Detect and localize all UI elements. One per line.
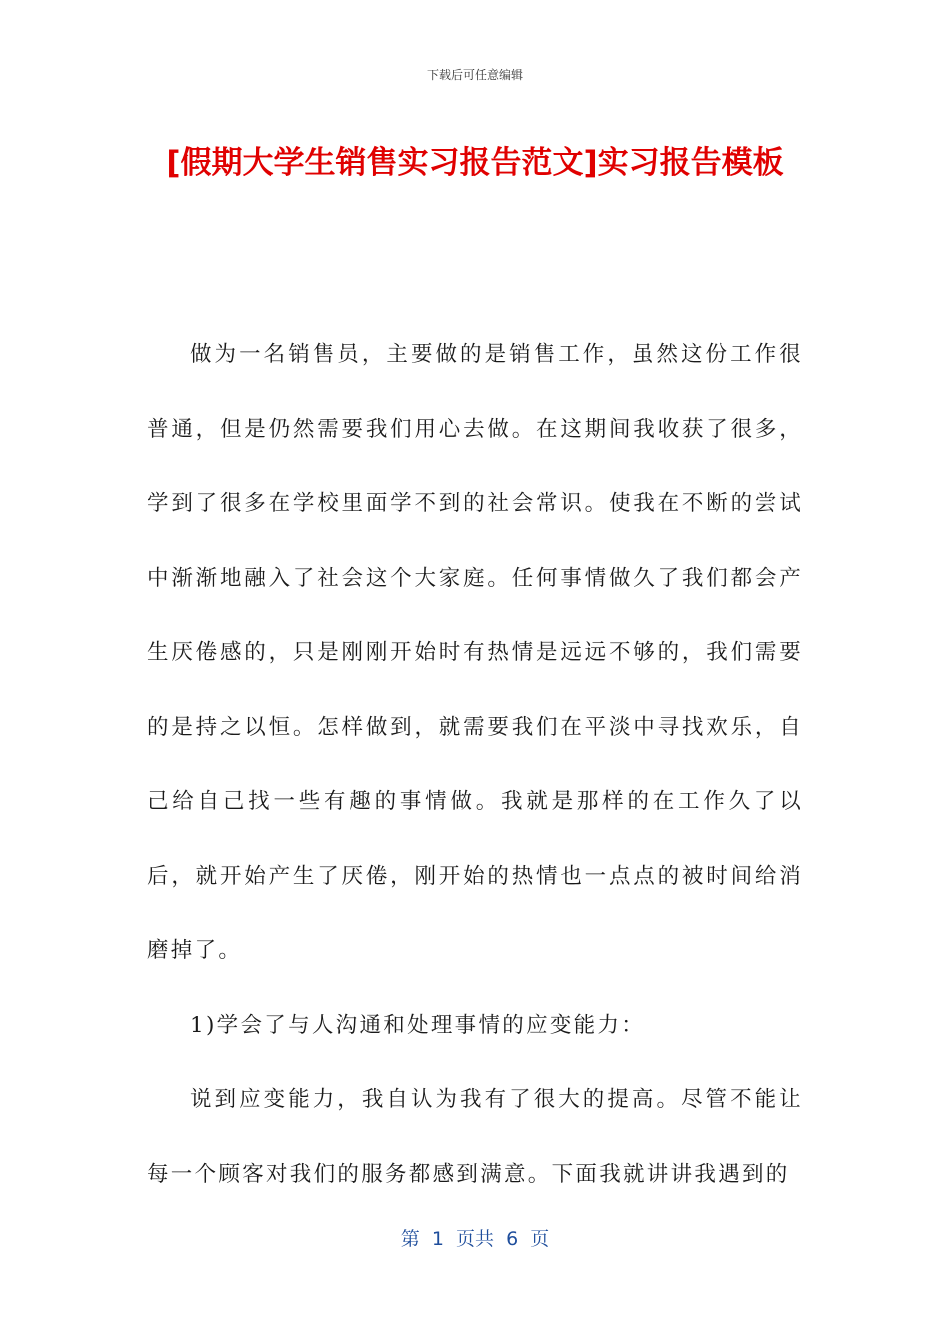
document-title: [假期大学生销售实习报告范文]实习报告模板 [166, 145, 784, 181]
paragraph-heading-1: 1)学会了与人沟通和处理事情的应变能力： [190, 1012, 646, 1038]
paragraph-adaptability: 说到应变能力，我自认为我有了很大的提高。尽管不能让每一个顾客对我们的服务都感到满意。下面我就讲讲我遇到的 [147, 1087, 803, 1187]
page-number-footer: 第 1 页共 6 页 [400, 1228, 550, 1250]
paragraph-intro: 做为一名销售员，主要做的是销售工作，虽然这份工作很普通，但是仍然需要我们用心去做。在这期间我收获了很多，学到了很多在学校里面学不到的社会常识。使我在不断的尝试中渐渐地融入了社会这个大家庭。任何事情做久了我们都会产生厌倦感的，只是刚刚开始时有热情是远远不够的，我们需要的是持之以恒。怎样做到，就需要我们在平淡中寻找欢乐，自己给自己找一些有趣的事情做。我就是那样的在工作久了以后，就开始产生了厌倦，刚开始的热情也一点点的被时间给消磨掉了。 [147, 342, 803, 963]
header-note: 下载后可任意编辑 [426, 68, 523, 82]
document-body [147, 318, 803, 1212]
